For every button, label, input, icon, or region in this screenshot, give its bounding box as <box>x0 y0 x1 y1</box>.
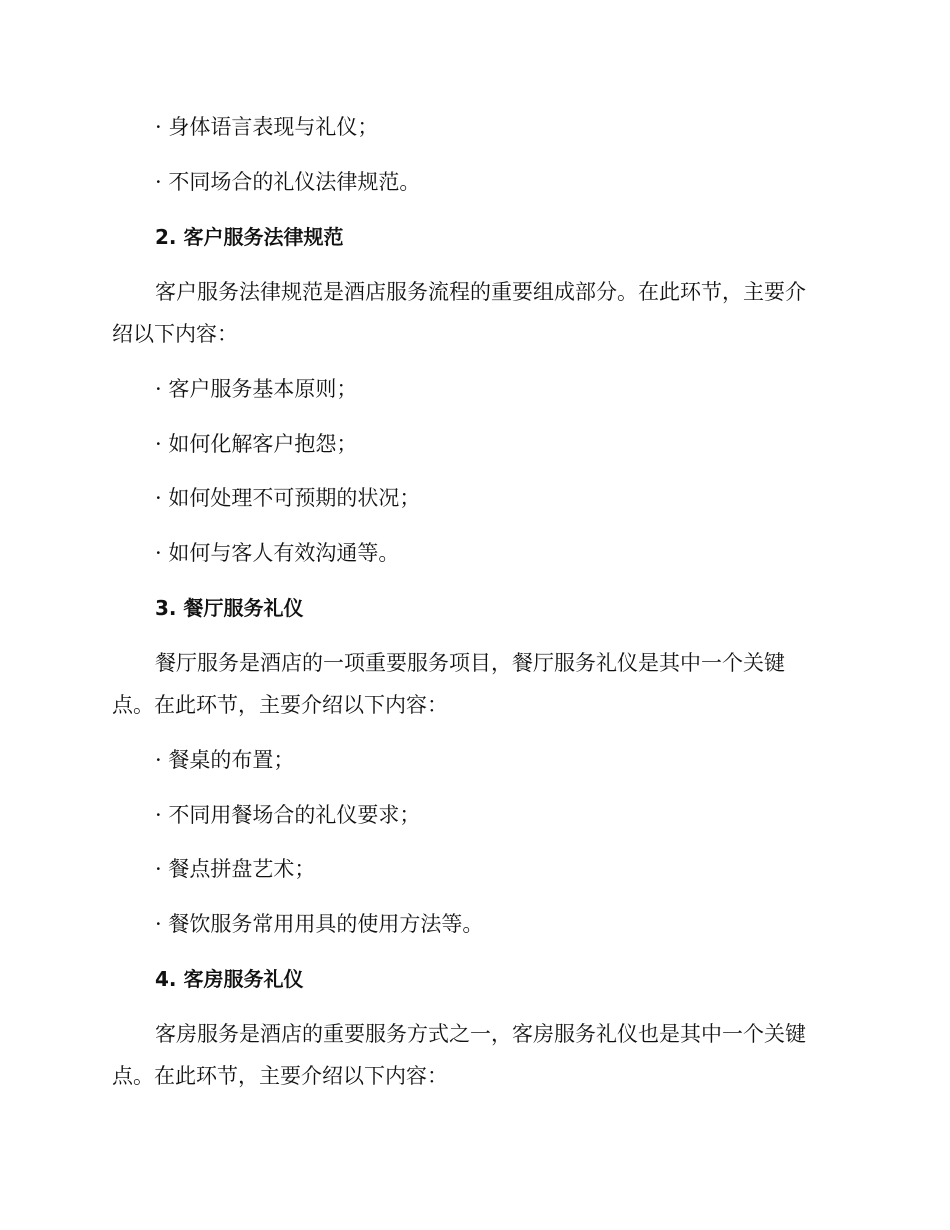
paragraph-line: 绍以下内容： <box>112 322 238 346</box>
list-item: · 如何处理不可预期的状况； <box>155 486 421 510</box>
paragraph-line: 客户服务法律规范是酒店服务流程的重要组成部分。在此环节，主要介 <box>155 280 806 304</box>
section-heading: 3. 餐厅服务礼仪 <box>155 596 304 620</box>
list-item: · 餐饮服务常用用具的使用方法等。 <box>155 912 484 936</box>
section-heading: 2. 客户服务法律规范 <box>155 225 344 249</box>
paragraph-line: 餐厅服务是酒店的一项重要服务项目，餐厅服务礼仪是其中一个关键 <box>155 651 785 675</box>
paragraph-line: 点。在此环节，主要介绍以下内容： <box>112 1064 448 1088</box>
list-item: · 不同场合的礼仪法律规范。 <box>155 170 421 194</box>
list-item: · 客户服务基本原则； <box>155 377 358 401</box>
paragraph-line: 点。在此环节，主要介绍以下内容： <box>112 693 448 717</box>
list-item: · 如何化解客户抱怨； <box>155 432 358 456</box>
paragraph-line: 客房服务是酒店的重要服务方式之一，客房服务礼仪也是其中一个关键 <box>155 1022 806 1046</box>
list-item: · 餐桌的布置； <box>155 748 295 772</box>
section-heading: 4. 客房服务礼仪 <box>155 967 304 991</box>
list-item: · 餐点拼盘艺术； <box>155 857 316 881</box>
list-item: · 不同用餐场合的礼仪要求； <box>155 803 421 827</box>
list-item: · 如何与客人有效沟通等。 <box>155 541 400 565</box>
list-item: · 身体语言表现与礼仪； <box>155 115 379 139</box>
